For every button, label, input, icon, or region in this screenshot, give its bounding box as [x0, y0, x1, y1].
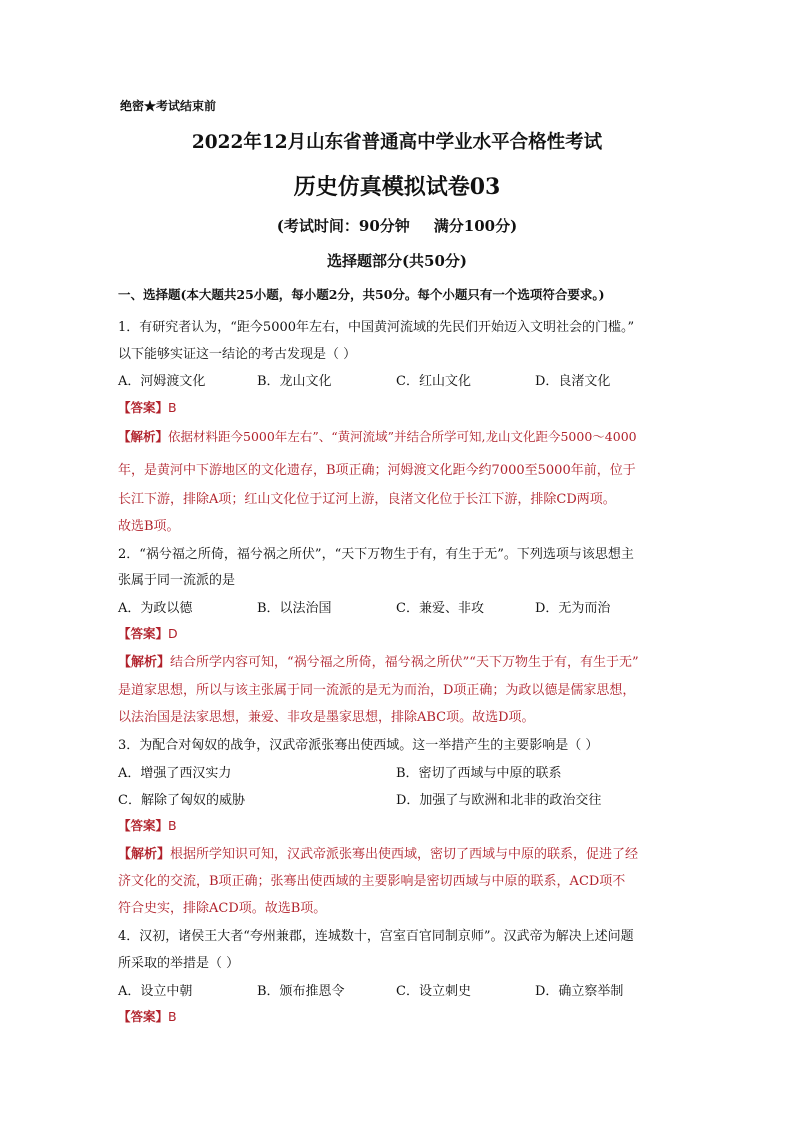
q1-analysis-line3: 长江下游，排除A项；红山文化位于辽河上游，良渚文化位于长江下游，排除CD两项。 [118, 492, 616, 507]
q3-option-d: D．加强了与欧洲和北非的政治交往 [396, 793, 602, 808]
q2-stem-line2: 张属于同一流派的是 [118, 573, 236, 588]
q1-analysis-line2: 年，是黄河中下游地区的文化遗存，B项正确；河姆渡文化距今约7000至5000年前，位于 [118, 463, 636, 478]
q2-option-c: C．兼爱、非攻 [396, 601, 484, 616]
q2-answer [118, 624, 178, 642]
exam-subtitle: 历史仿真模拟试卷03 [293, 174, 501, 200]
full-score: 满分100分) [433, 217, 518, 235]
q4-stem-line2: 所采取的举措是（ ） [118, 956, 240, 971]
analysis-tag: 【解析】 [118, 655, 171, 670]
q3-analysis-line2: 济文化的交流，B项正确；张骞出使西域的主要影响是密切西域与中原的联系，ACD项不 [118, 874, 626, 889]
q3-answer [118, 816, 177, 834]
answer-tag: 【答案】 [118, 626, 169, 641]
exam-meta [0, 215, 794, 236]
q4-answer [118, 1007, 177, 1025]
q3-option-a: A．增强了西汉实力 [118, 766, 232, 781]
q2-analysis-line2: 是道家思想，所以与该主张属于同一流派的是无为而治，D项正确；为政以德是儒家思想， [118, 683, 636, 698]
answer-value: B [168, 1009, 177, 1024]
q1-option-c: C．红山文化 [396, 374, 471, 389]
q4-option-d: D．确立察举制 [535, 984, 624, 999]
exam-time: (考试时间：90分钟 [276, 217, 410, 235]
answer-tag: 【答案】 [118, 400, 169, 415]
q3-option-c: C．解除了匈奴的威胁 [118, 793, 245, 808]
q2-option-b: B．以法治国 [257, 601, 332, 616]
analysis-text: 根据所学知识可知，汉武帝派张骞出使西域，密切了西域与中原的联系，促进了经 [170, 847, 639, 862]
section-heading: 一、选择题(本大题共25小题，每小题2分，共50分。每个小题只有一个选项符合要求。) [118, 287, 605, 302]
exam-title: 2022年12月山东省普通高中学业水平合格性考试 [191, 132, 603, 153]
q4-option-b: B．颁布推恩令 [257, 984, 345, 999]
q1-analysis-line4: 故选B项。 [118, 519, 180, 534]
analysis-text: 结合所学内容可知，“祸兮福之所倚，福兮祸之所伏”“天下万物生于有，有生于无” [170, 655, 639, 670]
q1-option-a: A．河姆渡文化 [118, 374, 206, 389]
q4-option-c: C．设立刺史 [396, 984, 471, 999]
q1-answer [118, 398, 177, 416]
q4-option-a: A．设立中朝 [118, 984, 193, 999]
q4-stem-line1: 4．汉初，诸侯王大者“夸州兼郡，连城数十，宫室百官同制京师”。汉武帝为解决上述问题 [118, 929, 634, 944]
q2-analysis-line3: 以法治国是法家思想，兼爱、非攻是墨家思想，排除ABC项。故选D项。 [118, 710, 535, 725]
part-heading: 选择题部分(共50分) [326, 252, 468, 270]
answer-tag: 【答案】 [118, 1009, 169, 1024]
answer-value: D [168, 626, 178, 641]
q3-analysis-line3: 符合史实，排除ACD项。故选B项。 [118, 901, 327, 916]
q1-option-d: D．良渚文化 [535, 374, 611, 389]
q1-option-b: B．龙山文化 [257, 374, 332, 389]
q1-stem-line2: 以下能够实证这一结论的考古发现是（ ） [118, 347, 357, 362]
q2-option-a: A．为政以德 [118, 601, 193, 616]
q1-analysis-line1 [118, 427, 637, 445]
answer-tag: 【答案】 [118, 818, 169, 833]
secret-label: 绝密★考试结束前 [120, 99, 217, 113]
q2-analysis-line1 [118, 651, 639, 670]
q2-option-d: D．无为而治 [535, 601, 611, 616]
q2-stem-line1: 2．“祸兮福之所倚，福兮祸之所伏”，“天下万物生于有，有生于无”。下列选项与该思想主 [118, 547, 634, 562]
answer-value: B [168, 818, 177, 833]
q3-analysis-line1 [118, 843, 638, 862]
q3-option-b: B．密切了西域与中原的联系 [396, 766, 562, 781]
answer-value: B [168, 400, 177, 415]
analysis-tag: 【解析】 [118, 429, 169, 444]
analysis-text: 依据材料距今5000年左右”、“黄河流域”并结合所学可知,龙山文化距今5000～4000 [168, 429, 637, 444]
q3-stem-line1: 3．为配合对匈奴的战争，汉武帝派张骞出使西域。这一举措产生的主要影响是（ ） [118, 738, 599, 753]
analysis-tag: 【解析】 [118, 847, 171, 862]
q1-stem-line1: 1．有研究者认为，“距今5000年左右，中国黄河流域的先民们开始迈入文明社会的门槛。” [118, 320, 635, 335]
